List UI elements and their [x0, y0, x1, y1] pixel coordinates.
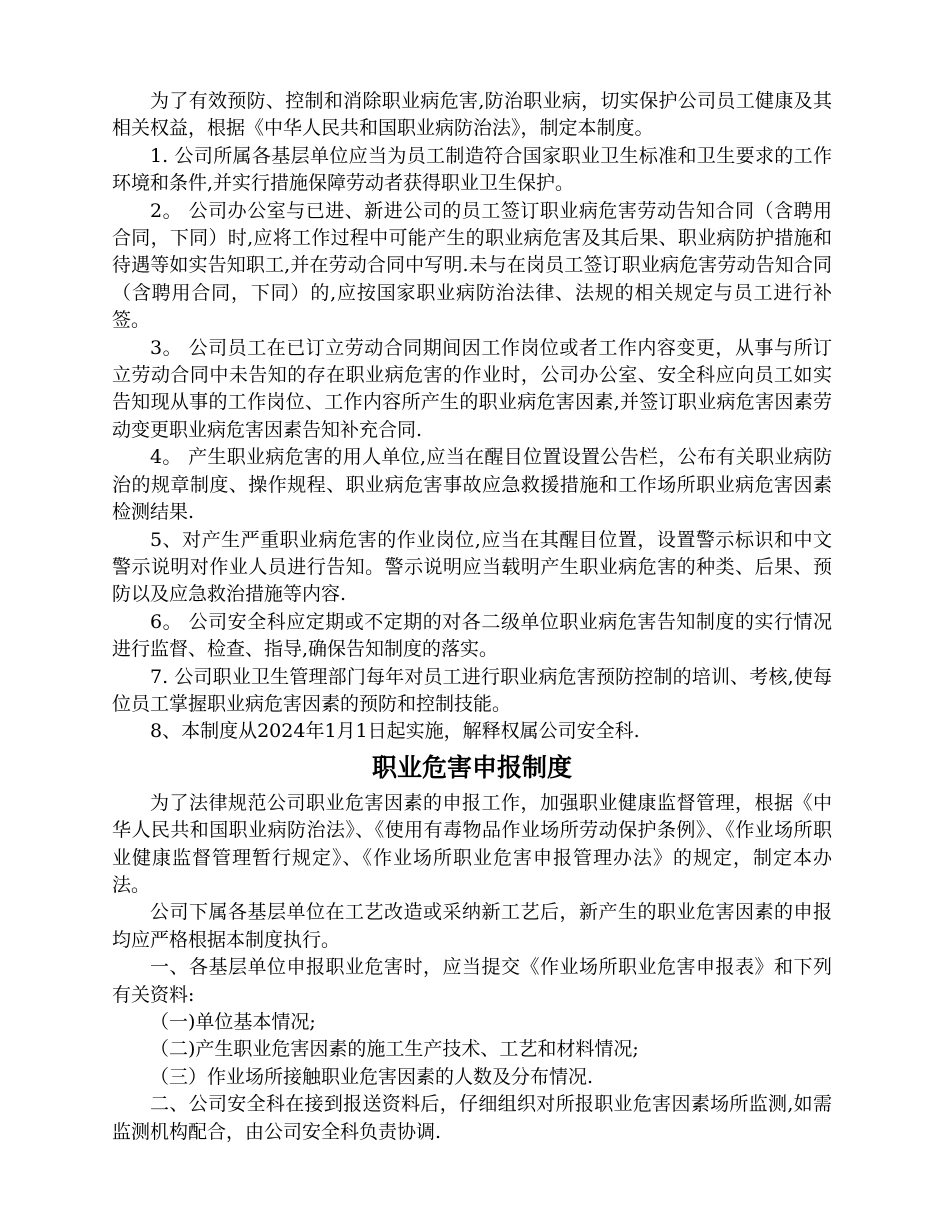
clause-6: 6。 公司安全科应定期或不定期的对各二级单位职业病危害告知制度的实行情况进行监督、检查、指导,确保告知制度的落实。: [112, 610, 832, 661]
intro-paragraph: 为了有效预防、控制和消除职业病危害,防治职业病，切实保护公司员工健康及其相关权益，根据《中华人民共和国职业病防治法》，制定本制度。: [112, 90, 832, 140]
declaration-scope: 公司下属各基层单位在工艺改造或采纳新工艺后，新产生的职业危害因素的申报均应严格根据本制度执行。: [112, 901, 832, 951]
section-title: 职业危害申报制度: [371, 752, 572, 782]
section-hazard-declaration: [112, 750, 832, 1146]
clause-8: 8、本制度从2024年1月1日起实施，解释权属公司安全科.: [150, 720, 640, 743]
clause-2: 2。 公司办公室与已进、新进公司的员工签订职业病危害劳动告知合同（含聘用合同，下同）时,应将工作过程中可能产生的职业病危害及其后果、职业病防护措施和待遇等如实告知职工,并在劳动合同中写明.未与在岗员工签订职业病危害劳动告知合同（含聘用合同，下同）的,应按国家职业病防治法律、法规的相关规定与员工进行补签。: [112, 199, 832, 332]
clause-4: 4。 产生职业病危害的用人单位,应当在醒目位置设置公告栏，公布有关职业病防治的规章制度、操作规程、职业病危害事故应急救援措施和工作场所职业病危害因素检测结果.: [112, 446, 832, 524]
declaration-subitem-3: （三）作业场所接触职业危害因素的人数及分布情况.: [150, 1065, 594, 1088]
declaration-item-2: 二、公司安全科在接到报送资料后，仔细组织对所报职业危害因素场所监测,如需监测机构配合，由公司安全科负责协调.: [112, 1093, 832, 1143]
clause-7: 7. 公司职业卫生管理部门每年对员工进行职业病危害预防控制的培训、考核,使每位员工掌握职业病危害因素的预防和控制技能。: [112, 665, 832, 715]
declaration-item-1: 一、各基层单位申报职业危害时，应当提交《作业场所职业危害申报表》和下列有关资料:: [112, 956, 832, 1006]
clause-3: 3。 公司员工在已订立劳动合同期间因工作岗位或者工作内容变更，从事与所订立劳动合同中未告知的存在职业病危害的作业时，公司办公室、安全科应向员工如实告知现从事的工作岗位、工作内容所产生的职业病危害因素,并签订职业病危害因素劳动变更职业病危害因素告知补充合同.: [112, 336, 832, 441]
declaration-subitem-2: （二)产生职业危害因素的施工生产技术、工艺和材料情况;: [150, 1038, 639, 1061]
clause-5: 5、对产生严重职业病危害的作业岗位,应当在其醒目位置，设置警示标识和中文警示说明对作业人员进行告知。警示说明应当载明产生职业病危害的种类、后果、预防以及应急救治措施等内容.: [112, 528, 832, 606]
declaration-intro: 为了法律规范公司职业危害因素的申报工作，加强职业健康监督管理，根据《中华人民共和国职业病防治法》、《使用有毒物品作业场所劳动保护条例》、《作业场所职业健康监督管理暂行规定》、《作业场所职业危害申报管理办法》的规定，制定本办法。: [112, 791, 832, 896]
clause-1: 1. 公司所属各基层单位应当为员工制造符合国家职业卫生标准和卫生要求的工作环境和条件,并实行措施保障劳动者获得职业卫生保护。: [112, 144, 832, 195]
document-page: [112, 88, 832, 1146]
section-occupational-hazard-notification: [112, 88, 832, 746]
declaration-subitem-1: （一)单位基本情况;: [150, 1011, 316, 1033]
